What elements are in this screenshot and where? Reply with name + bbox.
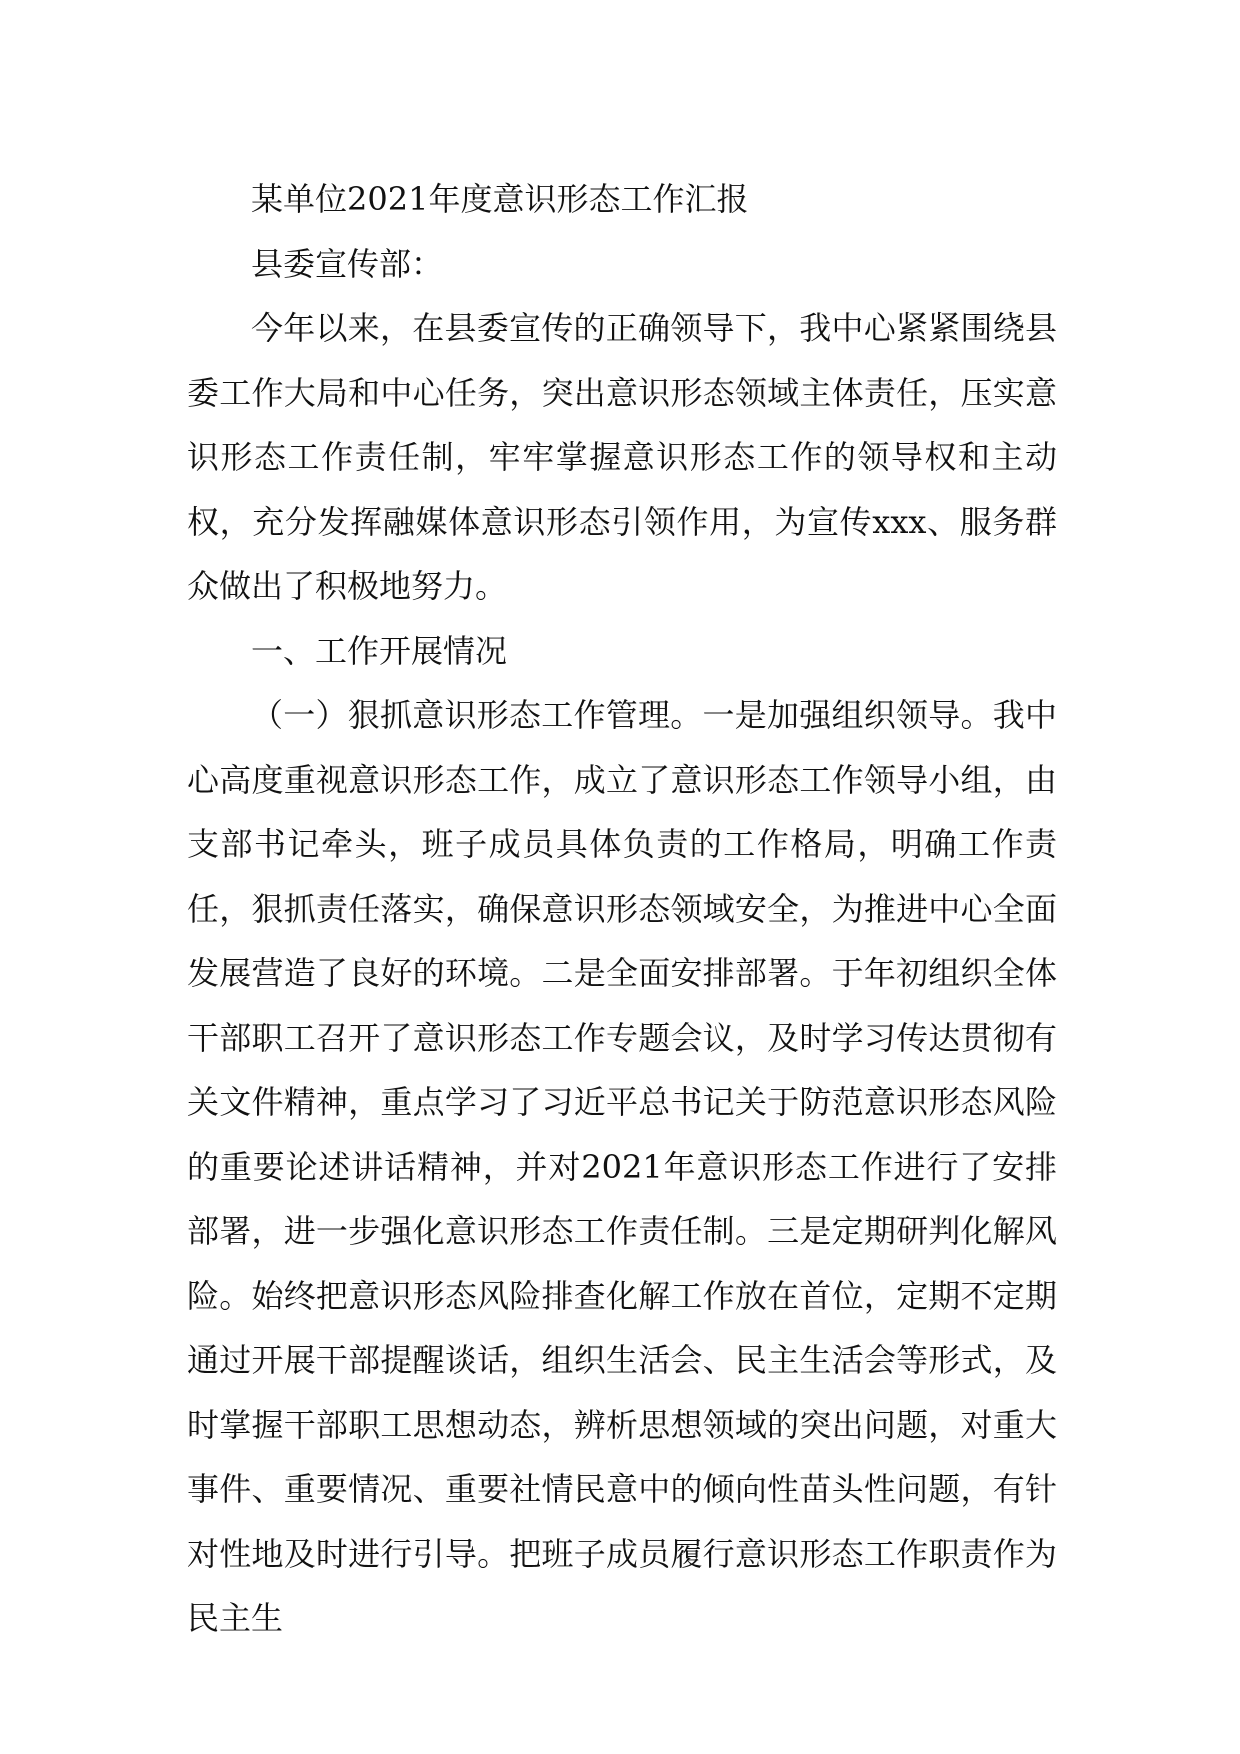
document-body [187, 167, 1057, 1651]
document-title: 某单位2021年度意识形态工作汇报 [251, 180, 749, 218]
document-salutation: 县委宣传部： [251, 244, 444, 283]
section-heading: 一、工作开展情况 [251, 631, 508, 670]
paragraph-intro: 今年以来，在县委宣传的正确领导下，我中心紧紧围绕县委工作大局和中心任务，突出意识形态领域主体责任，压实意识形态工作责任制，牢牢掌握意识形态工作的领导权和主动权，充分发挥融媒体意识形态引领作用，为宣传xxx、服务群众做出了积极地努力。 [187, 309, 1057, 605]
paragraph-section-1: （一）狠抓意识形态工作管理。一是加强组织领导。我中心高度重视意识形态工作，成立了意识形态工作领导小组，由支部书记牵头，班子成员具体负责的工作格局，明确工作责任，狠抓责任落实，确保意识形态领域安全，为推进中心全面发展营造了良好的环境。二是全面安排部署。于年初组织全体干部职工召开了意识形态工作专题会议，及时学习传达贯彻有关文件精神，重点学习了习近平总书记关于防范意识形态风险的重要论述讲话精神，并对2021年意识形态工作进行了安排部署，进一步强化意识形态工作责任制。三是定期研判化解风险。始终把意识形态风险排查化解工作放在首位，定期不定期通过开展干部提醒谈话，组织生活会、民主生活会等形式，及时掌握干部职工思想动态，辨析思想领域的突出问题，对重大事件、重要情况、重要社情民意中的倾向性苗头性问题，有针对性地及时进行引导。把班子成员履行意识形态工作职责作为民主生 [187, 696, 1057, 1637]
